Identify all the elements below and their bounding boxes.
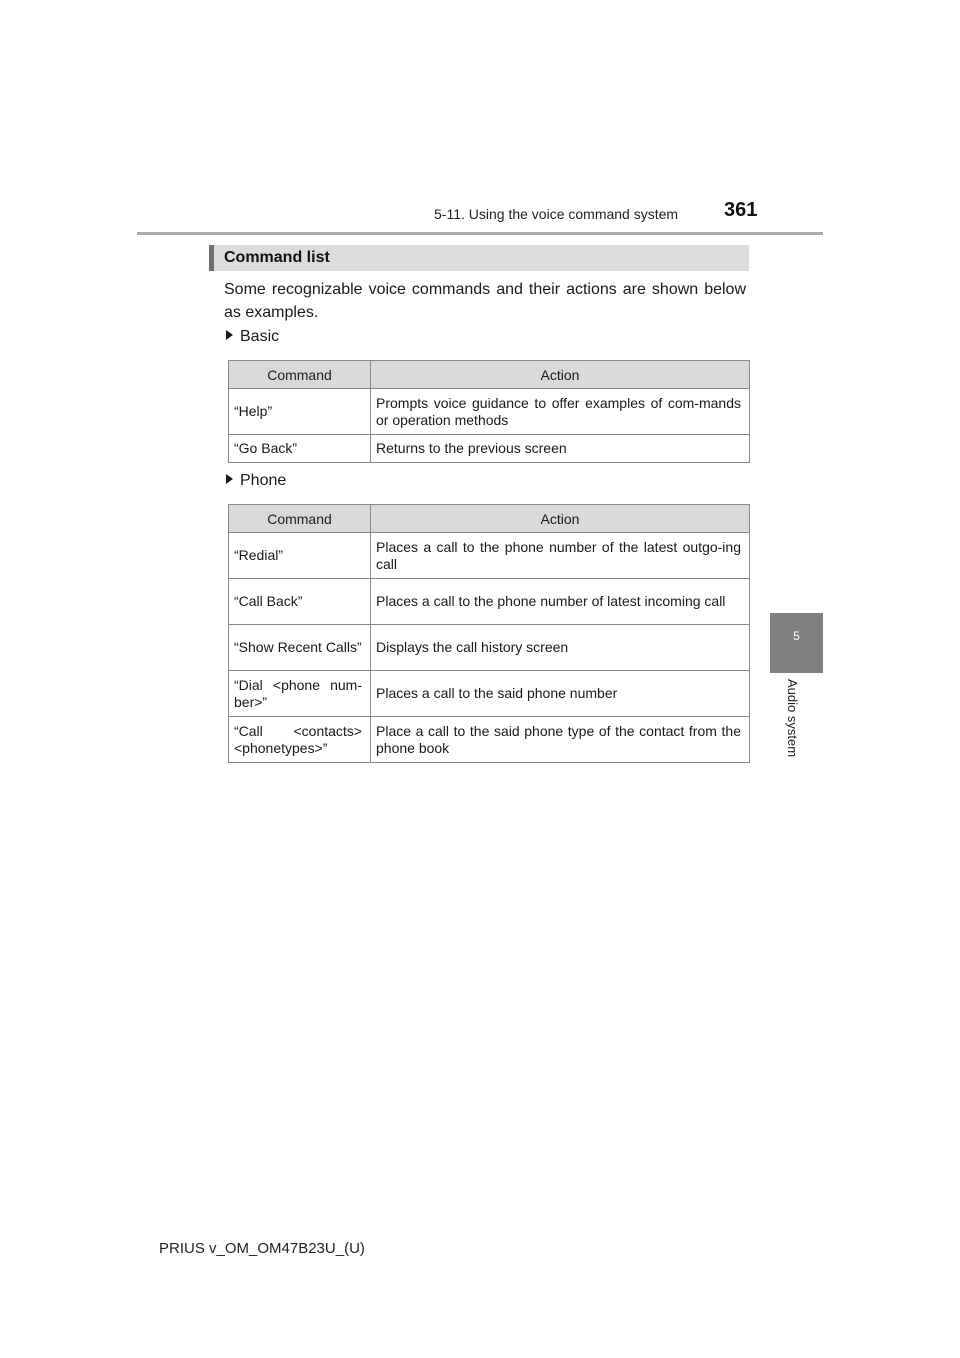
table-row — [229, 625, 750, 671]
action-cell: Places a call to the phone number of the latest outgo-ing call — [371, 533, 750, 579]
header-section-title: 5-11. Using the voice command system — [434, 206, 679, 222]
action-cell: Returns to the previous screen — [371, 435, 750, 463]
action-cell: Prompts voice guidance to offer examples of com-mands or operation methods — [371, 389, 750, 435]
section-title-bar — [209, 245, 749, 271]
chapter-tab — [770, 613, 823, 673]
page-number: 361 — [724, 199, 758, 221]
table-row — [229, 435, 750, 463]
basic-commands-table — [228, 360, 750, 463]
subheading-phone — [226, 472, 286, 490]
table-row — [229, 579, 750, 625]
column-header-action: Action — [371, 361, 750, 389]
header-divider — [137, 232, 823, 235]
column-header-command: Command — [229, 505, 371, 533]
column-header-action: Action — [371, 505, 750, 533]
intro-paragraph: Some recognizable voice commands and their actions are shown below as examples. — [224, 281, 746, 321]
action-cell: Places a call to the said phone number — [371, 671, 750, 717]
action-cell: Place a call to the said phone type of the contact from the phone book — [371, 717, 750, 763]
subheading-basic — [226, 328, 279, 346]
table-row — [229, 717, 750, 763]
table-header-row — [229, 505, 750, 533]
triangle-bullet-icon — [226, 330, 233, 340]
subheading-basic-label: Basic — [240, 328, 280, 345]
section-title: Command list — [224, 249, 330, 266]
table-row — [229, 389, 750, 435]
action-cell: Displays the call history screen — [371, 625, 750, 671]
table-header-row — [229, 361, 750, 389]
table-row — [229, 533, 750, 579]
chapter-title: Audio system — [785, 679, 800, 758]
action-cell: Places a call to the phone number of latest incoming call — [371, 579, 750, 625]
command-cell: “Help” — [229, 389, 371, 435]
chapter-number: 5 — [793, 629, 800, 643]
triangle-bullet-icon — [226, 474, 233, 484]
column-header-command: Command — [229, 361, 371, 389]
command-cell: “Go Back” — [229, 435, 371, 463]
phone-commands-table — [228, 504, 750, 763]
subheading-phone-label: Phone — [240, 472, 287, 489]
table-row — [229, 671, 750, 717]
command-cell: “Dial <phone num-ber>” — [229, 671, 371, 717]
command-cell: “Redial” — [229, 533, 371, 579]
command-cell: “Call <contacts> <phonetypes>” — [229, 717, 371, 763]
command-cell: “Call Back” — [229, 579, 371, 625]
document-footer-code: PRIUS v_OM_OM47B23U_(U) — [159, 1240, 365, 1257]
command-cell: “Show Recent Calls” — [229, 625, 371, 671]
